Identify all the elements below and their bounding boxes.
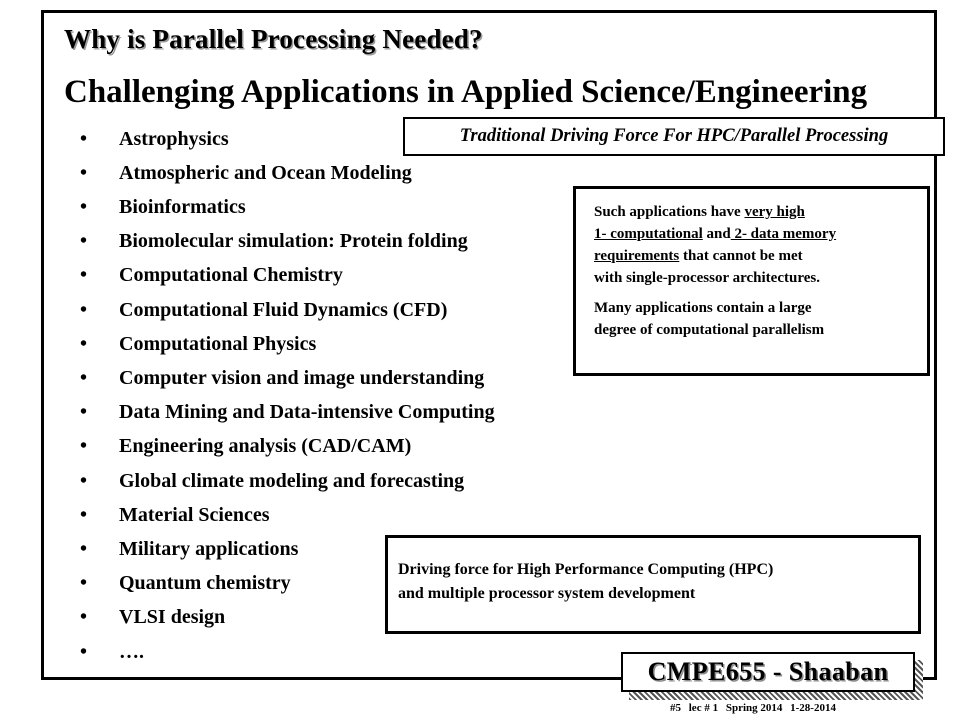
requirements-emphasis: requirements xyxy=(594,248,680,264)
application-item xyxy=(80,400,495,426)
application-item xyxy=(80,229,468,255)
requirements-line-1 xyxy=(594,201,919,223)
data-memory-emphasis: 2- data memory xyxy=(730,226,837,242)
requirements-line-2 xyxy=(594,223,919,245)
footer-date: 1-28-2014 xyxy=(790,702,836,714)
parallelism-line-2: degree of computational parallelism xyxy=(594,322,825,338)
bullet-icon: • xyxy=(80,469,88,492)
application-label: Computational Chemistry xyxy=(119,264,343,287)
footer-slide-number: #5 xyxy=(670,702,681,714)
computational-emphasis: 1- computational xyxy=(594,226,703,242)
application-item xyxy=(80,605,225,631)
application-label: VLSI design xyxy=(119,606,226,629)
requirements-text: and xyxy=(702,226,731,242)
bullet-icon: • xyxy=(80,332,88,355)
bullet-icon: • xyxy=(80,298,88,321)
hpc-line-1: Driving force for High Performance Computing (HPC) xyxy=(398,561,774,578)
footer-term: Spring 2014 xyxy=(725,702,783,714)
application-label: Atmospheric and Ocean Modeling xyxy=(119,161,412,184)
hpc-driving-force-callout xyxy=(385,535,921,634)
application-item xyxy=(80,536,298,562)
bullet-icon: • xyxy=(80,366,88,389)
bullet-icon: • xyxy=(80,572,88,595)
footer-lecture: lec # 1 xyxy=(688,702,719,714)
application-item xyxy=(80,434,411,460)
application-label: Computational Fluid Dynamics (CFD) xyxy=(119,298,448,321)
bullet-icon: • xyxy=(80,606,88,629)
bullet-icon: • xyxy=(80,161,88,184)
bullet-icon: • xyxy=(80,640,88,663)
application-label: Astrophysics xyxy=(119,127,229,150)
bullet-icon: • xyxy=(80,230,88,253)
application-item xyxy=(80,126,229,152)
slide-title: Why is Parallel Processing Needed? xyxy=(64,24,483,54)
application-item xyxy=(80,194,246,220)
traditional-driving-force-callout: Traditional Driving Force For HPC/Parallel Processing xyxy=(403,117,945,156)
application-item xyxy=(80,468,464,494)
application-label: Material Sciences xyxy=(119,503,270,526)
application-label: Bioinformatics xyxy=(119,195,246,218)
very-high-emphasis: very high xyxy=(744,204,805,220)
parallelism-line-1: Many applications contain a large xyxy=(594,300,812,316)
application-label: …. xyxy=(119,640,144,663)
application-label: Biomolecular simulation: Protein folding xyxy=(119,230,468,253)
slide-footer xyxy=(670,702,940,714)
bullet-icon: • xyxy=(80,537,88,560)
application-item xyxy=(80,160,412,186)
application-label: Quantum chemistry xyxy=(119,572,291,595)
application-label: Engineering analysis (CAD/CAM) xyxy=(119,435,412,458)
requirements-callout xyxy=(573,186,930,376)
application-item xyxy=(80,365,484,391)
course-badge xyxy=(621,652,915,692)
application-label: Data Mining and Data-intensive Computing xyxy=(119,401,495,424)
application-item xyxy=(80,571,291,597)
slide-subtitle: Challenging Applications in Applied Science/Engineering xyxy=(64,74,868,110)
bullet-icon: • xyxy=(80,503,88,526)
bullet-icon: • xyxy=(80,264,88,287)
application-item xyxy=(80,331,316,357)
hpc-line-2: and multiple processor system development xyxy=(398,585,696,602)
application-item xyxy=(80,263,343,289)
application-item xyxy=(80,297,447,323)
course-badge-label: CMPE655 - Shaaban xyxy=(647,657,889,686)
requirements-line-4: with single-processor architectures. xyxy=(594,270,820,286)
application-label: Computational Physics xyxy=(119,332,317,355)
application-label: Military applications xyxy=(119,537,299,560)
requirements-text: Such applications have xyxy=(594,204,745,220)
bullet-icon: • xyxy=(80,435,88,458)
bullet-icon: • xyxy=(80,127,88,150)
bullet-icon: • xyxy=(80,401,88,424)
bullet-icon: • xyxy=(80,195,88,218)
application-item xyxy=(80,502,270,528)
application-label: Computer vision and image understanding xyxy=(119,366,485,389)
application-item xyxy=(80,639,144,665)
requirements-text: that cannot be met xyxy=(679,248,803,264)
requirements-line-3 xyxy=(594,245,919,267)
application-label: Global climate modeling and forecasting xyxy=(119,469,465,492)
